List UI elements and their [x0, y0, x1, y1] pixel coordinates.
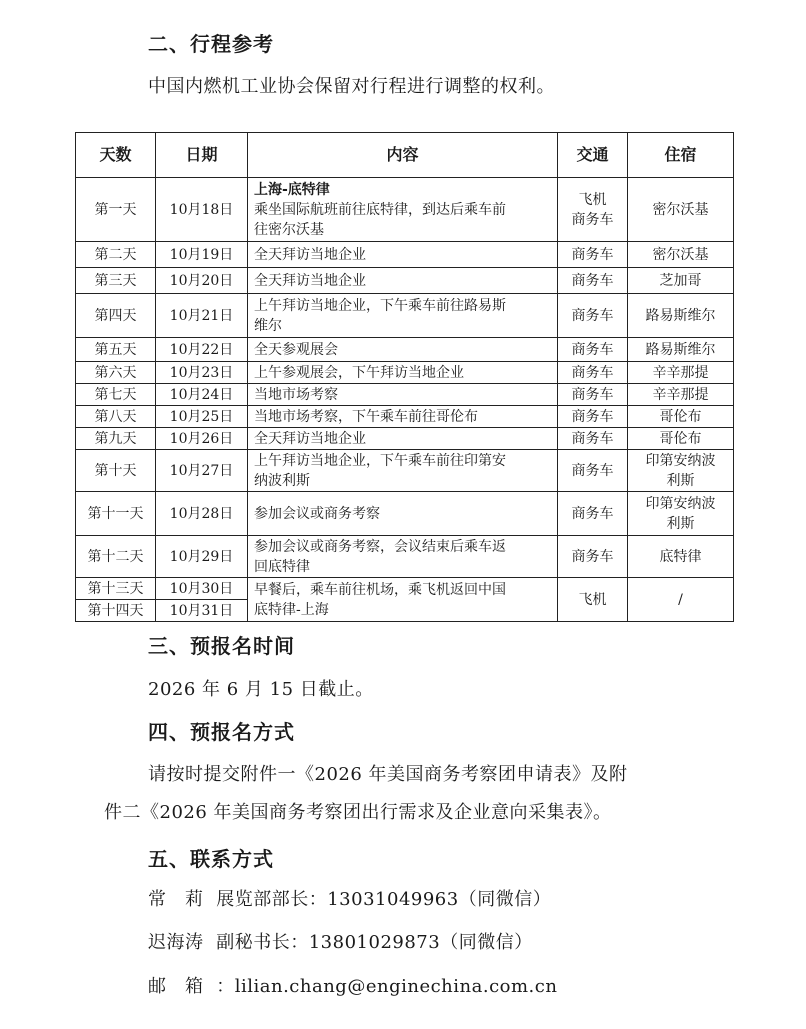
date-cell: 10月21日: [156, 294, 248, 338]
contact-role-phone: 展览部部长：13031049963（同微信）: [216, 889, 552, 910]
table-row: [76, 428, 734, 450]
content-line: 乘坐国际航班前往底特律，到达后乘车前: [254, 201, 506, 218]
itinerary-note: 中国内燃机工业协会保留对行程进行调整的权利。: [148, 76, 555, 97]
contact-row: [148, 885, 551, 911]
itinerary-table: [75, 132, 734, 622]
date-cell: 10月22日: [156, 338, 248, 362]
date-cell: 10月31日: [156, 600, 248, 622]
transport-cell: 商务车: [558, 406, 628, 428]
content-cell: 全天拜访当地企业: [248, 428, 558, 450]
lodging-line: 印第安纳波: [645, 452, 716, 469]
day-cell: 第八天: [76, 406, 156, 428]
lodging-cell: [628, 450, 734, 492]
email-address[interactable]: ：lilian.chang@enginechina.com.cn: [216, 976, 558, 997]
transport-cell: 商务车: [558, 362, 628, 384]
transport-cell: 商务车: [558, 492, 628, 536]
content-line: 参加会议或商务考察，会议结束后乘车返: [254, 538, 506, 555]
table-row: [76, 536, 734, 578]
table-row: [76, 384, 734, 406]
email-label: 邮 箱: [148, 976, 204, 997]
day-cell: 第七天: [76, 384, 156, 406]
lodging-line: 利斯: [666, 515, 695, 532]
content-cell: 全天拜访当地企业: [248, 242, 558, 268]
transport-cell: 商务车: [558, 428, 628, 450]
lodging-cell: 哥伦布: [628, 428, 734, 450]
date-cell: 10月28日: [156, 492, 248, 536]
method-line-1: 请按时提交附件一《2026 年美国商务考察团申请表》及附: [148, 764, 628, 785]
table-row: [76, 362, 734, 384]
content-line: 早餐后，乘车前往机场，乘飞机返回中国: [254, 581, 506, 598]
lodging-cell: 密尔沃基: [628, 178, 734, 242]
method-line-2: 件二《2026 年美国商务考察团出行需求及企业意向采集表》。: [104, 802, 612, 823]
content-cell: [248, 536, 558, 578]
header-day: 天数: [76, 133, 156, 178]
table-row: [76, 450, 734, 492]
table-row: [76, 406, 734, 428]
content-title: 上海-底特律: [254, 181, 330, 198]
content-cell: 参加会议或商务考察: [248, 492, 558, 536]
content-cell: [248, 294, 558, 338]
transport-cell: 飞机: [558, 578, 628, 622]
lodging-cell: 芝加哥: [628, 268, 734, 294]
transport-cell: 商务车: [558, 536, 628, 578]
header-lodging: 住宿: [628, 133, 734, 178]
content-line: 回底特律: [254, 558, 310, 575]
lodging-cell: 辛辛那提: [628, 384, 734, 406]
transport-line: 飞机: [578, 191, 607, 208]
section3-title: 三、预报名时间: [148, 634, 295, 658]
date-cell: 10月24日: [156, 384, 248, 406]
date-cell: 10月18日: [156, 178, 248, 242]
header-content: 内容: [248, 133, 558, 178]
section5-title: 五、联系方式: [148, 847, 274, 871]
date-cell: 10月27日: [156, 450, 248, 492]
content-cell: 当地市场考察，下午乘车前往哥伦布: [248, 406, 558, 428]
date-cell: 10月23日: [156, 362, 248, 384]
date-cell: 10月30日: [156, 578, 248, 600]
contact-role-phone: 副秘书长：13801029873（同微信）: [216, 932, 533, 953]
content-cell: 全天参观展会: [248, 338, 558, 362]
table-row: [76, 242, 734, 268]
content-cell: 全天拜访当地企业: [248, 268, 558, 294]
content-cell: [248, 178, 558, 242]
lodging-cell: 哥伦布: [628, 406, 734, 428]
table-row: [76, 578, 734, 600]
lodging-cell: [628, 492, 734, 536]
date-cell: 10月19日: [156, 242, 248, 268]
day-cell: 第十四天: [76, 600, 156, 622]
day-cell: 第九天: [76, 428, 156, 450]
day-cell: 第十天: [76, 450, 156, 492]
content-line: 纳波利斯: [254, 472, 310, 489]
lodging-cell: /: [628, 578, 734, 622]
content-line: 维尔: [254, 317, 282, 334]
table-row: [76, 338, 734, 362]
deadline-text: 2026 年 6 月 15 日截止。: [148, 679, 374, 700]
table-row: [76, 294, 734, 338]
day-cell: 第十三天: [76, 578, 156, 600]
lodging-line: 利斯: [666, 472, 695, 489]
contact-row: [148, 972, 557, 998]
date-cell: 10月25日: [156, 406, 248, 428]
content-line: 底特律-上海: [254, 601, 329, 618]
contact-row: [148, 928, 533, 954]
content-cell: 上午参观展会，下午拜访当地企业: [248, 362, 558, 384]
date-cell: 10月29日: [156, 536, 248, 578]
lodging-cell: 辛辛那提: [628, 362, 734, 384]
table-row: [76, 268, 734, 294]
transport-line: 商务车: [571, 211, 614, 228]
lodging-cell: 路易斯维尔: [628, 338, 734, 362]
contact-name: 迟海涛: [148, 932, 204, 953]
transport-cell: 商务车: [558, 294, 628, 338]
table-row: [76, 492, 734, 536]
header-date: 日期: [156, 133, 248, 178]
transport-cell: [558, 178, 628, 242]
day-cell: 第六天: [76, 362, 156, 384]
table-header-row: [76, 133, 734, 178]
content-line: 上午拜访当地企业，下午乘车前往印第安: [254, 452, 506, 469]
contact-name: 常 莉: [148, 889, 204, 910]
day-cell: 第五天: [76, 338, 156, 362]
transport-cell: 商务车: [558, 384, 628, 406]
lodging-cell: 密尔沃基: [628, 242, 734, 268]
lodging-cell: 路易斯维尔: [628, 294, 734, 338]
content-line: 上午拜访当地企业，下午乘车前往路易斯: [254, 297, 506, 314]
transport-cell: 商务车: [558, 268, 628, 294]
content-cell: 当地市场考察: [248, 384, 558, 406]
content-cell: [248, 450, 558, 492]
transport-cell: 商务车: [558, 450, 628, 492]
table-row: [76, 178, 734, 242]
transport-cell: 商务车: [558, 242, 628, 268]
day-cell: 第三天: [76, 268, 156, 294]
day-cell: 第四天: [76, 294, 156, 338]
day-cell: 第十二天: [76, 536, 156, 578]
date-cell: 10月20日: [156, 268, 248, 294]
header-transport: 交通: [558, 133, 628, 178]
lodging-cell: 底特律: [628, 536, 734, 578]
day-cell: 第一天: [76, 178, 156, 242]
section2-title: 二、行程参考: [148, 32, 274, 56]
content-line: 往密尔沃基: [254, 221, 324, 238]
lodging-line: 印第安纳波: [645, 495, 716, 512]
date-cell: 10月26日: [156, 428, 248, 450]
section4-title: 四、预报名方式: [148, 720, 295, 744]
day-cell: 第十一天: [76, 492, 156, 536]
content-cell: [248, 578, 558, 622]
day-cell: 第二天: [76, 242, 156, 268]
transport-cell: 商务车: [558, 338, 628, 362]
